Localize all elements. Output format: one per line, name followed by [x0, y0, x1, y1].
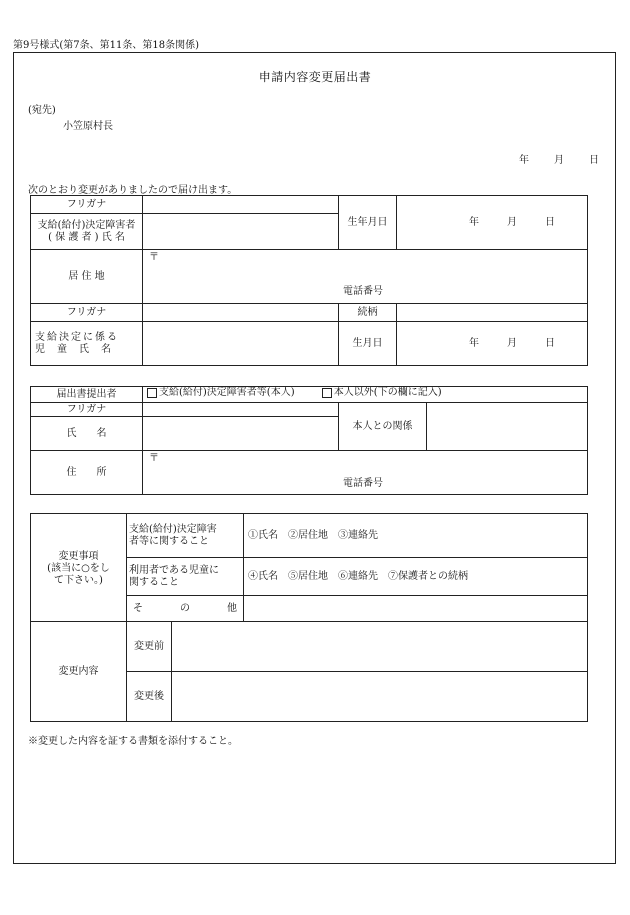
- child-birth-day-label: 日: [545, 337, 555, 349]
- submission-date: [519, 151, 599, 166]
- submitter-label: 届出書提出者: [31, 387, 143, 403]
- date-month-label: 月: [554, 155, 564, 166]
- before-field[interactable]: [172, 622, 588, 672]
- category-recipient-options[interactable]: ①氏名 ②居住地 ③連絡先: [244, 514, 588, 558]
- child-birth-year-label: 年: [469, 337, 479, 349]
- after-field[interactable]: [172, 672, 588, 722]
- option-other-checkbox[interactable]: 本人以外(下の欄に記入): [322, 387, 442, 399]
- birthdate-field[interactable]: [397, 196, 588, 250]
- attachment-note: ※変更した内容を証する書類を添付すること。: [28, 736, 238, 747]
- after-label: 変更後: [127, 672, 172, 722]
- change-items-label: 変更事項 (該当に○をし て下さい。): [31, 514, 127, 622]
- submitter-name-label: 氏 名: [31, 417, 143, 451]
- phone-label: 電話番号: [343, 286, 383, 297]
- option-self-checkbox[interactable]: 支給(給付)決定障害者等(本人): [147, 387, 295, 399]
- postal-mark: 〒: [149, 252, 159, 263]
- before-label: 変更前: [127, 622, 172, 672]
- submitter-address-label: 住 所: [31, 451, 143, 495]
- addressee-label: (宛先): [28, 105, 56, 116]
- postal-mark: 〒: [149, 453, 159, 464]
- date-day-label: 日: [589, 155, 599, 166]
- relationship-label: 本人との関係: [339, 403, 427, 451]
- submitter-address-field[interactable]: [143, 451, 588, 495]
- submitter-name-field[interactable]: [143, 417, 339, 451]
- category-other-field[interactable]: [244, 596, 588, 622]
- recipient-name-field[interactable]: [143, 214, 339, 250]
- child-birthdate-field[interactable]: [397, 322, 588, 366]
- child-name-field[interactable]: [143, 322, 339, 366]
- form-title: 申請内容変更届出書: [258, 70, 372, 84]
- change-table: [30, 513, 588, 722]
- child-furigana-label: フリガナ: [31, 304, 143, 322]
- address-field[interactable]: [143, 250, 588, 304]
- submitter-furigana-label: フリガナ: [31, 403, 143, 417]
- category-other-label: そ の 他: [127, 596, 244, 622]
- checkbox-icon: [322, 388, 332, 398]
- phone-label: 電話番号: [343, 478, 383, 489]
- category-child-label: 利用者である児童に 関すること: [127, 558, 244, 596]
- birthdate-label: 生年月日: [339, 196, 397, 250]
- applicant-table: [30, 195, 588, 366]
- submitter-options: [143, 387, 588, 403]
- submitter-table: [30, 386, 588, 495]
- child-name-label: 支給決定に係る 児 童 氏 名: [31, 322, 143, 366]
- address-label: 居 住 地: [31, 250, 143, 304]
- category-recipient-label: 支給(給付)決定障害 者等に関すること: [127, 514, 244, 558]
- birth-day-label: 日: [545, 216, 555, 228]
- birth-year-label: 年: [469, 216, 479, 228]
- child-birth-month-label: 月: [507, 337, 517, 349]
- form-number: 第9号様式(第7条、第11条、第18条関係): [13, 40, 199, 51]
- submitter-furigana-field[interactable]: [143, 403, 339, 417]
- intro-text: 次のとおり変更がありましたので届け出ます。: [28, 185, 238, 196]
- change-content-label: 変更内容: [31, 622, 127, 722]
- furigana-label: フリガナ: [31, 196, 143, 214]
- category-child-options[interactable]: ④氏名 ⑤居住地 ⑥連絡先 ⑦保護者との続柄: [244, 558, 588, 596]
- recipient-name-label: 支給(給付)決定障害者 ( 保 護 者 ) 氏 名: [31, 214, 143, 250]
- checkbox-icon: [147, 388, 157, 398]
- birth-month-label: 月: [507, 216, 517, 228]
- relation-field[interactable]: [397, 304, 588, 322]
- child-birthdate-label: 生月日: [339, 322, 397, 366]
- addressee: 小笠原村長: [63, 121, 113, 132]
- relation-label: 続柄: [339, 304, 397, 322]
- date-year-label: 年: [519, 155, 529, 166]
- child-furigana-field[interactable]: [143, 304, 339, 322]
- furigana-field[interactable]: [143, 196, 339, 214]
- relationship-field[interactable]: [427, 403, 588, 451]
